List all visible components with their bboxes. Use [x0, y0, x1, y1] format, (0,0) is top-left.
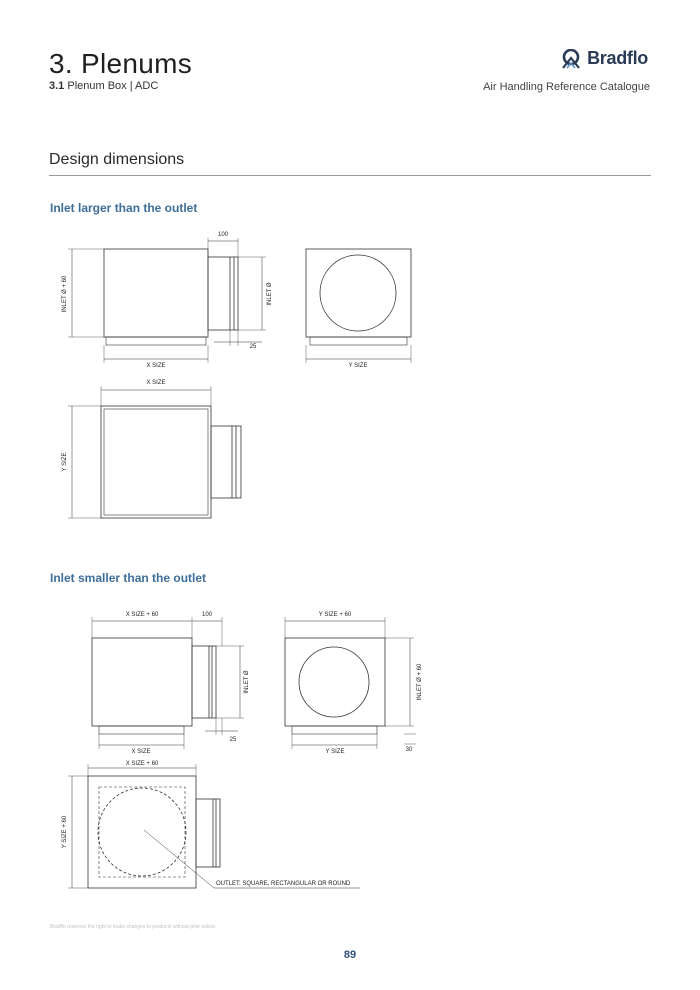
footer-disclaimer: Bradflo reserves the right to make changes to products without prior notice.: [50, 924, 217, 930]
label-inlet: INLET Ø: [267, 282, 273, 306]
inlet-circle-2: [299, 647, 369, 717]
label-100: 100: [217, 232, 229, 238]
label-25-2: 25: [229, 737, 237, 743]
label-y-size-side: Y SIZE: [62, 452, 68, 472]
page-title: 3. Plenums: [49, 48, 193, 79]
label-inlet-plus-60-2: INLET Ø + 60: [417, 663, 423, 701]
label-25: 25: [249, 344, 257, 350]
section-name: Plenum Box: [67, 80, 127, 92]
drawing-front-view-inlet-smaller: [285, 617, 416, 749]
drawing-plan-view-inlet-larger: [68, 386, 241, 518]
drawing-plan-view-inlet-smaller: [68, 764, 360, 888]
inlet-spigot-plan: [211, 426, 241, 498]
label-y-size-plus-60: Y SIZE + 60: [318, 612, 352, 618]
label-y-size: Y SIZE: [348, 363, 368, 369]
label-30: 30: [405, 747, 413, 753]
plenum-box-front-2: [285, 638, 385, 726]
plenum-box-plan: [101, 406, 211, 518]
plenum-box-front: [306, 249, 411, 337]
outlet-round: [98, 788, 186, 876]
drawing-side-view-inlet-smaller: [92, 617, 244, 749]
drawing-front-view-inlet-larger: [306, 249, 411, 363]
catalogue-title: Air Handling Reference Catalogue: [483, 81, 650, 93]
label-outlet-note: OUTLET: SQUARE, RECTANGULAR OR ROUND: [216, 881, 351, 887]
label-inlet-plus-60: INLET Ø + 60: [62, 275, 68, 313]
subsection-heading-inlet-smaller: Inlet smaller than the outlet: [50, 571, 207, 585]
subsection-heading-inlet-larger: Inlet larger than the outlet: [50, 201, 198, 215]
label-x-size: X SIZE: [146, 363, 166, 369]
page-number: 89: [343, 949, 357, 961]
plenum-box-side-2: [92, 638, 192, 726]
drawing-side-view-inlet-larger: [68, 238, 266, 363]
inlet-circle: [320, 255, 396, 331]
label-inlet-2: INLET Ø: [244, 670, 250, 694]
section-title: Design dimensions: [49, 151, 185, 168]
label-x-size-plus-60-top: X SIZE + 60: [125, 761, 159, 767]
label-x-size-2: X SIZE: [131, 749, 151, 755]
brand-name: Bradflo: [587, 48, 648, 68]
section-number: 3.1: [49, 80, 65, 92]
outlet-square: [99, 787, 185, 877]
label-x-size-plus-60: X SIZE + 60: [125, 612, 159, 618]
label-y-size-2: Y SIZE: [325, 749, 345, 755]
label-x-size-top: X SIZE: [146, 380, 166, 386]
label-100-2: 100: [201, 612, 213, 618]
label-y-size-plus-60-side: Y SIZE + 60: [62, 815, 68, 849]
plenum-box-side: [104, 249, 208, 337]
product-name: ADC: [135, 80, 159, 92]
plenum-box-plan-2: [88, 776, 196, 888]
separator: |: [129, 80, 133, 92]
inlet-spigot: [208, 257, 238, 330]
